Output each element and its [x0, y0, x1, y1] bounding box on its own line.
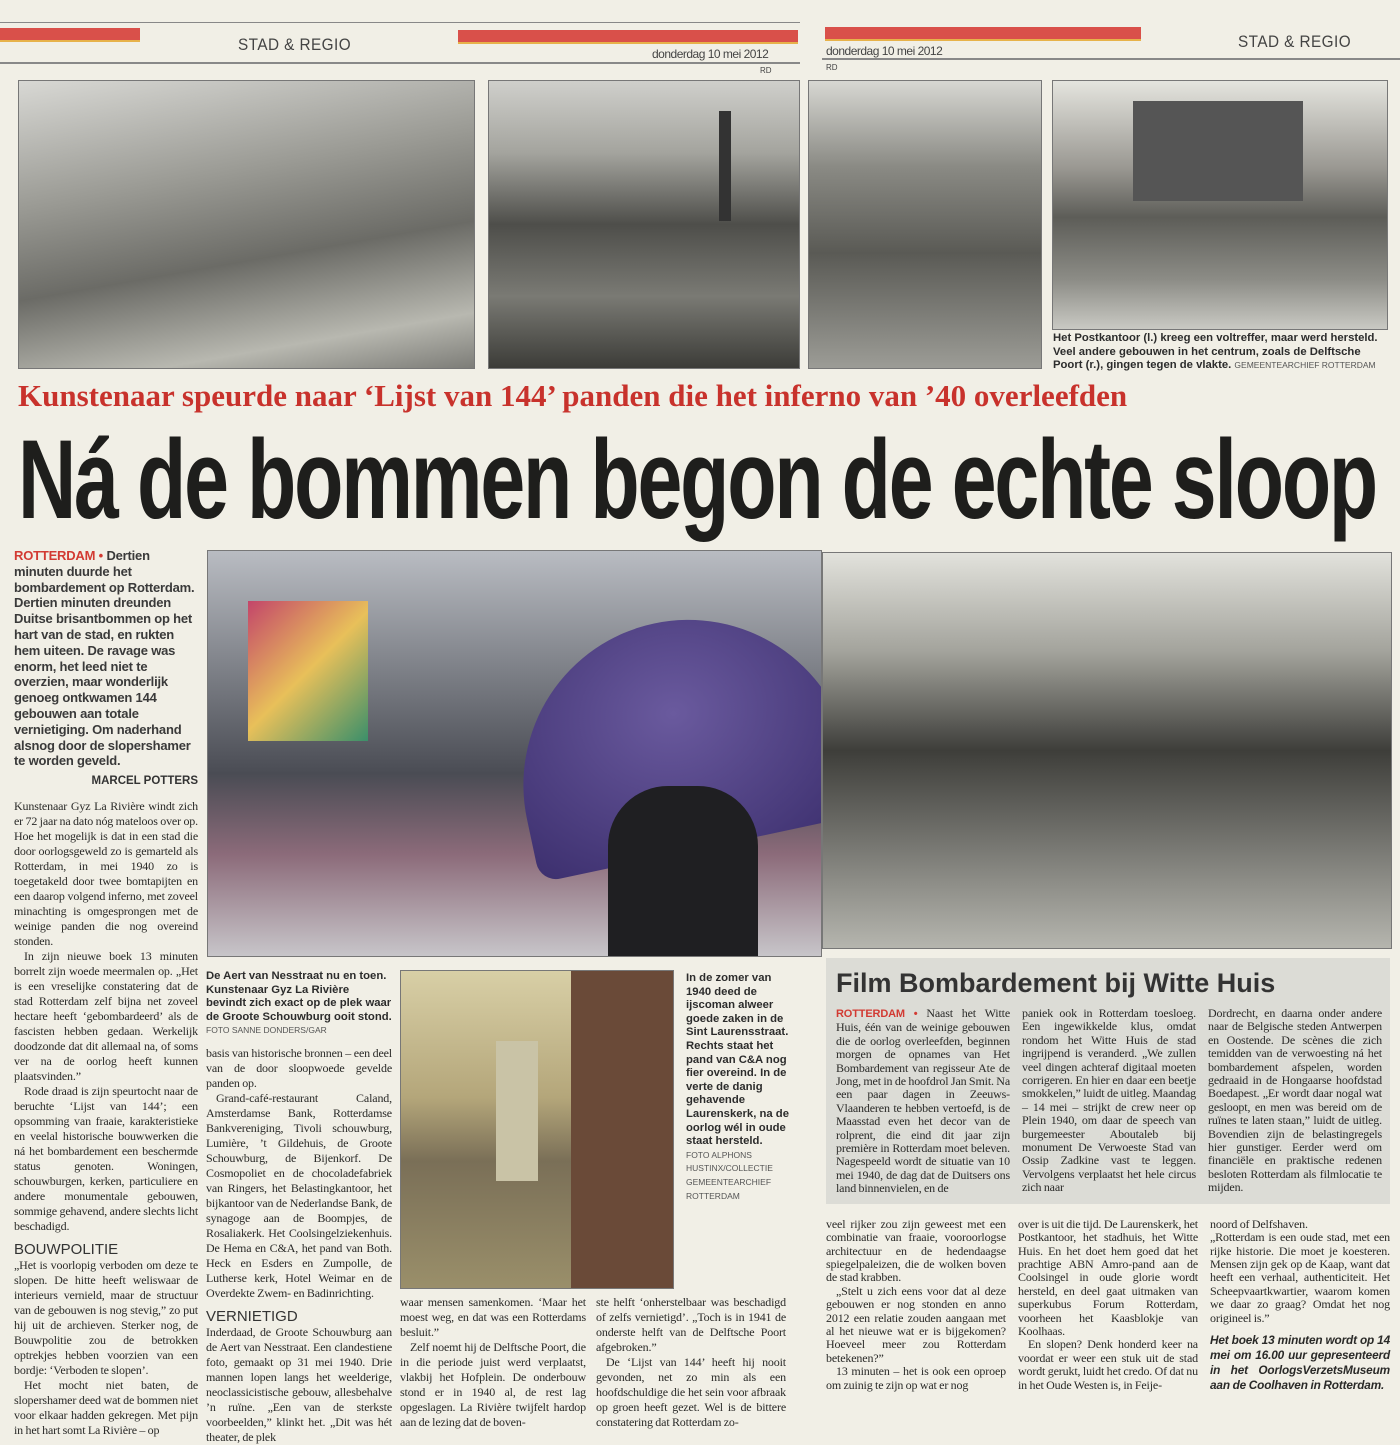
- paragraph: Kunstenaar Gyz La Rivière windt zich er 72 jaar na dato nóg mateloos over op. Hoe het mogelijk is dat in een stad die door oorlogsgeweld zo is gemarteld als Rotterdam, in mei 1940 zo is toegetakeld door twee bomtapijten en een daarop volgend inferno, met zoveel minachting is omgesprongen met de weinige panden die nog overeind stonden.: [14, 799, 198, 949]
- paragraph: „Stelt u zich eens voor dat al deze gebouwen er nog stonden en anno 2012 een relatie zouden aangaan met al het nieuwe wat er is bijgekomen? Hoeveel meer zou Rotterdam betekenen?”: [826, 1283, 1006, 1365]
- paragraph: over is uit die tijd. De Laurenskerk, het Postkantoor, het stadhuis, het Witte Huis. En het doet hem goed dat het prachtige ABN Amro-pand aan de Coolsingel in oude glorie wordt hersteld, en deel gaat uitmaken van superkubus Forum Rotterdam, voorheen het Kaasblokje van Koolhaas.: [1018, 1216, 1198, 1338]
- sidebar-column-1: [836, 1007, 1010, 1196]
- header-rule-lower: [0, 62, 800, 64]
- photo-ruined-city-chimney: [488, 80, 800, 369]
- artist-figure: [608, 786, 758, 956]
- article-column-1: [14, 799, 198, 1438]
- caption-credit: FOTO SANNE DONDERS/GAR: [206, 1025, 327, 1036]
- paragraph: 13 minuten – het is ook een oproep om zuinig te zijn op wat er nog: [826, 1364, 1006, 1392]
- paragraph: Inderdaad, de Groote Schouwburg aan de Aert van Nesstraat. Een clandestiene foto, gemaakt op 31 mei 1940. Drie mannen lopen langs het weelderige, neoclassicistische gebouw, allesbehalve ’n ruïne. „Een van de sterkste voorbeelden,” klinkt het. „Dit was hét theater, de plek: [206, 1324, 392, 1444]
- article-column-4: [596, 1295, 786, 1430]
- photo-ijscoman-1940: [400, 970, 674, 1289]
- paragraph: Dordrecht, en daarna onder andere naar de Belgische steden Antwerpen en Oostende. De scènes die zich temidden van de verwoesting ná het bombardement afspelen, worden gedraaid in de Hongaarse hoofdstad Boedapest. „Er wordt daar nogal wat gesloopt, en men was bereid om de ruïnes te laten staan,” luidt de uitleg. Bovendien zijn de belastingregels hier gunstiger. Eerder werd om financiële en praktische redenen besloten Rotterdam als filmlocatie te mijden.: [1208, 1006, 1382, 1195]
- photo-groote-schouwburg: [822, 552, 1392, 949]
- paragraph: noord of Delfshaven.: [1210, 1216, 1308, 1231]
- article-intro: [14, 548, 198, 769]
- sidebar-columns: [836, 1007, 1382, 1196]
- article-column-2: [206, 1046, 392, 1445]
- subheading-bouwpolitie: BOUWPOLITIE: [14, 1241, 119, 1259]
- right-lower-flow: [826, 958, 1390, 1393]
- paragraph: En slopen? Denk honderd keer na voordat er weer een stuk uit de stad wordt gerukt, luidt het credo. Of dat nu in het Oude Westen is, in Feije-: [1018, 1337, 1198, 1392]
- paper-mark-left: RD: [760, 66, 772, 75]
- paragraph: Het mocht niet baten, de slopershamer deed wat de bommen niet voor elkaar hadden gekregen. Met pijn in het hart somt La Rivière – op: [14, 1378, 198, 1438]
- photo-delftsche-poort: [1052, 80, 1388, 330]
- paragraph: Rode draad is zijn speurtocht naar de beruchte ‘Lijst van 144’; een opsomming van fraaie, karakteristieke en veelal historische bouwwerken die ná het bombardement een beschermde status genoten. Woningen, schouwburgen, kerken, particuliere en andere monumentale gebouwen, sommige gehavend, andere slechts licht beschadigd.: [14, 1084, 198, 1234]
- article-headline: Ná de bommen begon de echte sloop: [18, 417, 1377, 542]
- byline: MARCEL POTTERS: [91, 775, 198, 788]
- artist-photo-caption: [206, 970, 392, 1038]
- date-left: donderdag 10 mei 2012: [652, 47, 769, 61]
- article-right-columns: [826, 1218, 1390, 1393]
- paragraph: paniek ook in Rotterdam toesloeg. Een ingewikkelde klus, omdat rondom het Witte Huis de stad ingrijpend is veranderd. „We zullen veel dingen achteraf digitaal moeten corrigeren. En hier en daar een beetje smokkelen,” luidt de uitleg. Maandag – 14 mei – strijkt de crew neer op Plein 1940, om daar de speech van burgemeester Aboutaleb bij monument De Verwoeste Stad van Ossip Zadkine vast te leggen. Vervolgens verplaatst het hele circus zich naar: [1022, 1006, 1196, 1195]
- intro-text: Dertien minuten duurde het bombardement op Rotterdam. Dertien minuten dreunden Duitse brisantbommen op het hart van de stad, en rukten hem uiteen. De ravage was enorm, het leed niet te overzien, maar wonderlijk genoeg ontkwamen 144 gebouwen aan totale vernietiging. Om naderhand alsnog door de slopershamer te worden geveld.: [14, 548, 195, 769]
- header-bar-right: [825, 27, 1141, 41]
- photo-ruined-city-aerial: [808, 80, 1042, 369]
- ice-photo-caption: [686, 972, 794, 1203]
- paper-mark-right: RD: [826, 63, 838, 72]
- article-column-5: [826, 1218, 1006, 1393]
- header-rule: [0, 22, 800, 23]
- gate: [1133, 101, 1303, 201]
- sidebar-text-1: Naast het Witte Huis, één van de weinige gebouwen die de oorlog overleefden, beginnen morgen de opnames van Het Bombardement van regisseur Ate de Jong, met in de hoofdrol Jan Smit. Na een paar dagen in Zeeuws-Vlaanderen te hebben vertoefd, is de Maasstad even het decor van de rolprent, die eind dit jaar zijn première in Rotterdam moet beleven. Nagespeeld wordt de situatie van 10 mei 1940, de dag dat de Duitsers ons land binnenvielen, en de: [836, 1006, 1011, 1196]
- header-bar-left-2: [458, 30, 798, 44]
- header-bar-left: [0, 28, 140, 42]
- left-column-flow: [14, 548, 198, 1438]
- billboard: [248, 601, 368, 741]
- paragraph: basis van historische bronnen – een deel van de door sloopwoede gevelde panden op.: [206, 1045, 392, 1090]
- sidebar-dateline: ROTTERDAM •: [836, 1008, 918, 1020]
- caption-credit: GEMEENTEARCHIEF ROTTERDAM: [1234, 360, 1376, 371]
- sidebar-column-3: [1208, 1007, 1382, 1196]
- photo-artist-umbrella: [207, 550, 822, 957]
- paragraph: Grand-café-restaurant Caland, Amsterdamse Bank, Rotterdamse Bankvereniging, Tivoli schouwburg, Lumière, ’t Gildehuis, de Groote Schouwburg, de Bijenkorf. De Cosmopoliet en de chocoladefabriek van Ringers, het Belastingkantoor, het bijkantoor van de Nederlandse Bank, de synagoge aan de Boompjes, de Rosaliakerk. Het Coolsingelziekenhuis. De Hema en C&A, het pand van Both. Heck en Esders en Zumpolle, de Lutherse kerk, Hotel Weimar en de Overdekte Zwem- en Badinrichting.: [206, 1090, 392, 1300]
- section-title-right: STAD & REGIO: [1238, 32, 1352, 51]
- paragraph: ste helft ‘onherstelbaar was beschadigd of zelfs vernietigd’. „Toch is in 1941 de onderste helft van de Delftsche Poort afgebroken.”: [596, 1295, 786, 1354]
- top-photo-caption: [1053, 332, 1388, 373]
- building-right: [571, 971, 673, 1288]
- caption-text: In de zomer van 1940 deed de ijscoman alweer goede zaken in de Sint Laurensstraat. Rechts staat het pand van C&A nog fier overeind. In de verte de danig gehavende Laurenskerk, na de oorlog wél in oude staat hersteld.: [686, 972, 789, 1148]
- section-title-left: STAD & REGIO: [238, 35, 352, 54]
- article-column-3: [400, 1295, 586, 1430]
- article-column-6: [1018, 1218, 1198, 1393]
- paragraph: „Rotterdam is een oude stad, met een rijke historie. Die moet je koesteren. Mensen zijn gek op de Kaap, want dat heeft een verhaal, authenticiteit. Het Scheepvaartkwartier, waarom komen we daar zo graag? Omdat het nog origineel is.”: [1210, 1230, 1390, 1325]
- paragraph: De ‘Lijst van 144’ heeft hij nooit gevonden, net zo min als een hoofdschuldige die het sein voor afbraak op groen heeft gezet. Wel is de bittere constatering dat Rotterdam zo-: [596, 1355, 786, 1429]
- sidebar-box: [826, 958, 1390, 1204]
- sidebar-column-2: [1022, 1007, 1196, 1196]
- caption-text: Het Postkantoor (l.) kreeg een voltreffer, maar werd hersteld. Veel andere gebouwen in het centrum, zoals de Delftsche Poort (r.), gingen tegen de vlakte.: [1053, 332, 1378, 372]
- sidebar-title: Film Bombardement bij Witte Huis: [836, 968, 1276, 998]
- header-rule-right: [822, 58, 1400, 60]
- chimney: [719, 111, 731, 221]
- caption-credit: FOTO ALPHONS HUSTINX/COLLECTIE GEMEENTEARCHIEF ROTTERDAM: [686, 1149, 773, 1201]
- book-promo: Het boek 13 minuten wordt op 14 mei om 16.00 uur gepresenteerd in het OorlogsVerzetsMuseum aan de Coolhaven in Rotterdam.: [1210, 1332, 1390, 1392]
- subheading-vernietigd: VERNIETIGD: [206, 1307, 298, 1325]
- caption-text: De Aert van Nesstraat nu en toen. Kunstenaar Gyz La Rivière bevindt zich exact op de plek waar de Groote Schouwburg ooit stond.: [206, 970, 392, 1023]
- paragraph: waar mensen samenkomen. ‘Maar het moest weg, en dat was een Rotterdams besluit.”: [400, 1295, 586, 1339]
- intro-dateline: ROTTERDAM •: [14, 548, 104, 563]
- paragraph: [836, 1007, 1010, 1196]
- laurenskerk-tower: [496, 1041, 538, 1181]
- paragraph: Zelf noemt hij de Delftsche Poort, die in die periode juist werd verplaatst, vlakbij het Hofplein. De onderbouw stond er in 1940 al, de rest lag opgeslagen. La Rivière twijfelt hardop aan de lezing dat de boven-: [400, 1340, 586, 1429]
- article-kicker: Kunstenaar speurde naar ‘Lijst van 144’ panden die het inferno van ’40 overleefden: [18, 378, 1128, 413]
- date-right: donderdag 10 mei 2012: [826, 44, 943, 58]
- article-column-7: [1210, 1218, 1390, 1393]
- paragraph: In zijn nieuwe boek 13 minuten borrelt zijn woede meermalen op. „Het is een vreselijke constatering dat de stad Rotterdam zelf bijna net zoveel hectare heeft ‘gebombardeerd’ als de fascisten hebben gedaan. Werkelijk doodzonde dat dit allemaal na, of soms ver na de oorlog heeft kunnen plaatsvinden.”: [14, 949, 198, 1084]
- paragraph: „Het is voorlopig verboden om deze te slopen. De hitte heeft weliswaar de interieurs vernield, maar de structuur van de gebouwen is nog stevig,” zo put hij uit de archieven. Sterker nog, de Bouwpolitie zou de betrokken optrekjes hebben voorzien van een bordje: ‘Verboden te slopen’.: [14, 1258, 198, 1378]
- column-2-flow: [206, 970, 392, 1445]
- paragraph: veel rijker zou zijn geweest met een combinatie van fraaie, vooroorlogse architectuur en de hedendaagse spiegelpaleizen, die de wolken boven de stad krabben.: [826, 1216, 1006, 1285]
- photo-bombed-postkantoor: [18, 80, 475, 369]
